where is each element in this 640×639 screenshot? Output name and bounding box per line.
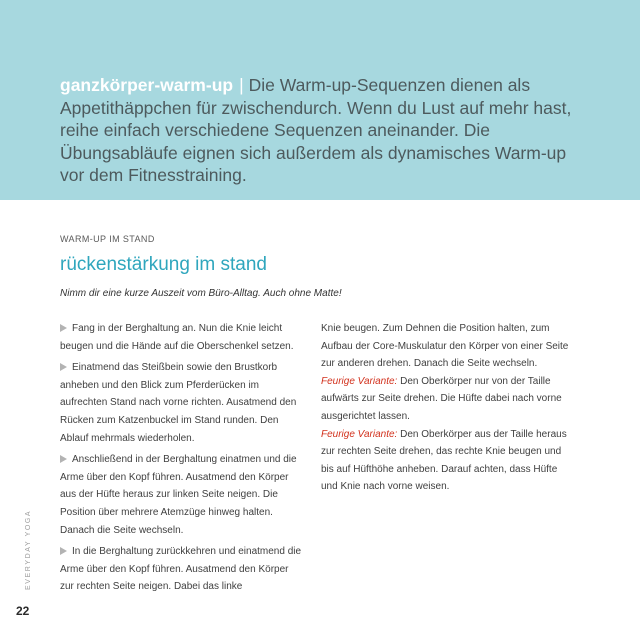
banner-description: Die Warm-up-Sequenzen dienen als Appetithäppchen für zwischendurch. Wenn du Lust auf mehr hast, reihe einfach verschiedene Sequenzen aneinander. Die Übungsabläufe eignen sich außerdem als dynamisches Warm-up vor dem Fitnesstraining.	[60, 75, 572, 185]
section-title: rückenstärkung im stand	[60, 254, 267, 275]
banner-text	[60, 74, 580, 187]
step-text: Anschließend in der Berghaltung einatmen und die Arme über den Kopf führen. Ausatmend den Körper aus der Hüfte heraus zur linken Seite neigen. Die Position über mehrere Atemzüge hinweg halten. Danach die Seite wechseln.	[60, 454, 297, 536]
section-intro: Nimm dir eine kurze Auszeit vom Büro-Alltag. Auch ohne Matte!	[60, 288, 342, 299]
variant-text: Den Oberkörper aus der Taille heraus zur rechten Seite drehen, das rechte Knie beugen und bis auf Hüfthöhe anheben. Darauf achten, dass Hüfte und Knie nach vorne weisen.	[321, 428, 567, 493]
variant-label: Feurige Variante:	[321, 375, 398, 387]
variant-text: Den Oberkörper nur von der Taille aufwärts zur Seite drehen. Die Hüfte dabei nach vorne ausgerichtet lassen.	[321, 375, 562, 422]
variant-label: Feurige Variante:	[321, 428, 398, 440]
section-label: WARM-UP IM STAND	[60, 234, 155, 244]
variant-paragraph	[321, 373, 571, 426]
step-text: Einatmend das Steißbein sowie den Brustkorb anheben und den Blick zum Pferderücken im aufrechten Stand nach vorne richten. Ausatmend den Rücken zum Katzenbuckel im Stand runden. Den Ablauf mehrmals wiederholen.	[60, 362, 297, 444]
side-label: EVERYDAY YOGA	[25, 509, 32, 590]
continuation-paragraph: Knie beugen. Zum Dehnen die Position halten, zum Aufbau der Core-Muskulatur den Körper von einer Seite zur anderen drehen. Danach die Seite wechseln.	[321, 323, 569, 370]
triangle-bullet-icon	[60, 363, 67, 371]
left-column	[60, 320, 305, 596]
variant-paragraph	[321, 426, 571, 496]
banner-separator: |	[239, 75, 244, 95]
page-number: 22	[16, 604, 30, 618]
triangle-bullet-icon	[60, 547, 67, 555]
triangle-bullet-icon	[60, 324, 67, 332]
triangle-bullet-icon	[60, 455, 67, 463]
step-paragraph	[60, 543, 305, 596]
right-column	[321, 320, 571, 496]
step-paragraph	[60, 451, 305, 539]
step-paragraph	[60, 320, 305, 355]
banner-title: ganzkörper-warm-up	[60, 75, 234, 95]
step-text: Fang in der Berghaltung an. Nun die Knie leicht beugen und die Hände auf die Oberschenkel setzen.	[60, 323, 294, 352]
step-paragraph	[60, 359, 305, 447]
step-text: In die Berghaltung zurückkehren und einatmend die Arme über den Kopf führen. Ausatmend den Körper zur rechten Seite neigen. Dabei das linke	[60, 546, 302, 593]
header-banner	[0, 0, 640, 200]
